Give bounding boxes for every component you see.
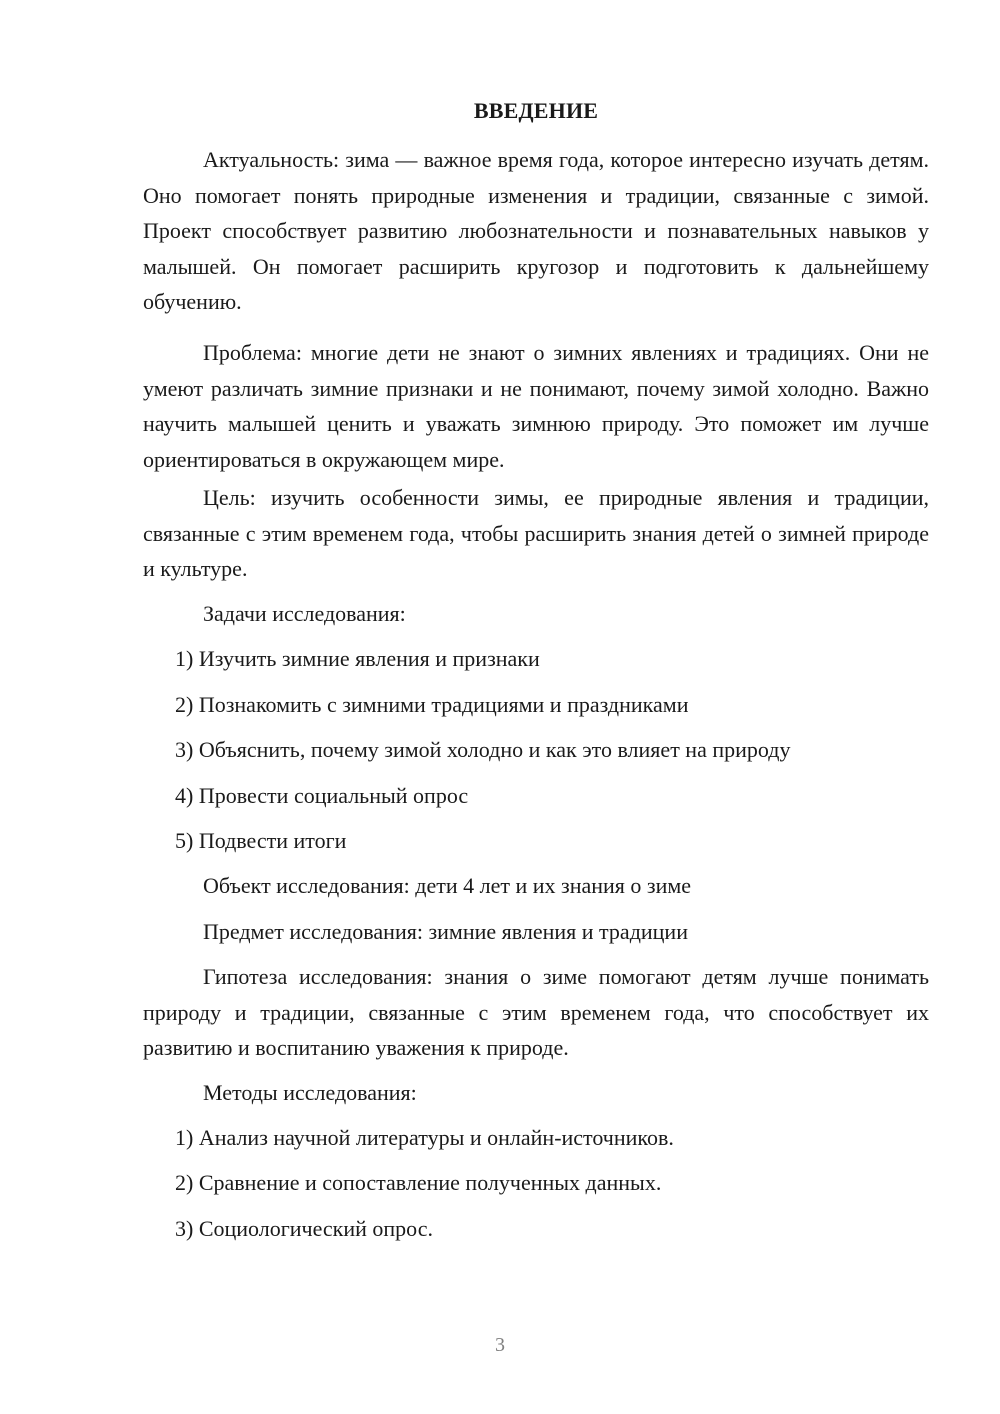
tasks-heading: Задачи исследования: (203, 601, 406, 626)
task-item: 2) Познакомить с зимними традициями и праздниками (175, 692, 689, 717)
method-item: 2) Сравнение и сопоставление полученных данных. (175, 1170, 662, 1195)
method-item: 3) Социологический опрос. (175, 1216, 433, 1241)
goal-paragraph: Цель: изучить особенности зимы, ее природные явления и традиции, связанные с этим временем года, чтобы расширить знания детей о зимней природе и культуре. (143, 485, 929, 581)
section-heading: ВВЕДЕНИЕ (473, 98, 599, 123)
task-item: 5) Подвести итоги (175, 828, 347, 853)
task-item: 3) Объяснить, почему зимой холодно и как это влияет на природу (175, 737, 791, 762)
research-object: Объект исследования: дети 4 лет и их знания о зиме (203, 873, 692, 898)
problem-paragraph: Проблема: многие дети не знают о зимних явлениях и традициях. Они не умеют различать зимние признаки и не понимают, почему зимой холодно. Важно научить малышей ценить и уважать зимнюю природу. Это поможет им лучше ориентироваться в окружающем мире. (143, 340, 929, 472)
methods-heading: Методы исследования: (203, 1080, 417, 1105)
method-item: 1) Анализ научной литературы и онлайн-источников. (175, 1125, 674, 1150)
page-number: 3 (495, 1334, 505, 1356)
task-item: 1) Изучить зимние явления и признаки (175, 646, 540, 671)
hypothesis-paragraph: Гипотеза исследования: знания о зиме помогают детям лучше понимать природу и традиции, связанные с этим временем года, что способствует их развитию и воспитанию уважения к природе. (143, 964, 929, 1060)
relevance-paragraph: Актуальность: зима — важное время года, которое интересно изучать детям. Оно помогает понять природные изменения и традиции, связанные с зимой. Проект способствует развитию любознательности и познавательных навыков у малышей. Он помогает расширить кругозор и подготовить к дальнейшему обучению. (143, 147, 929, 314)
task-item: 4) Провести социальный опрос (175, 783, 469, 808)
research-subject: Предмет исследования: зимние явления и традиции (203, 919, 688, 944)
